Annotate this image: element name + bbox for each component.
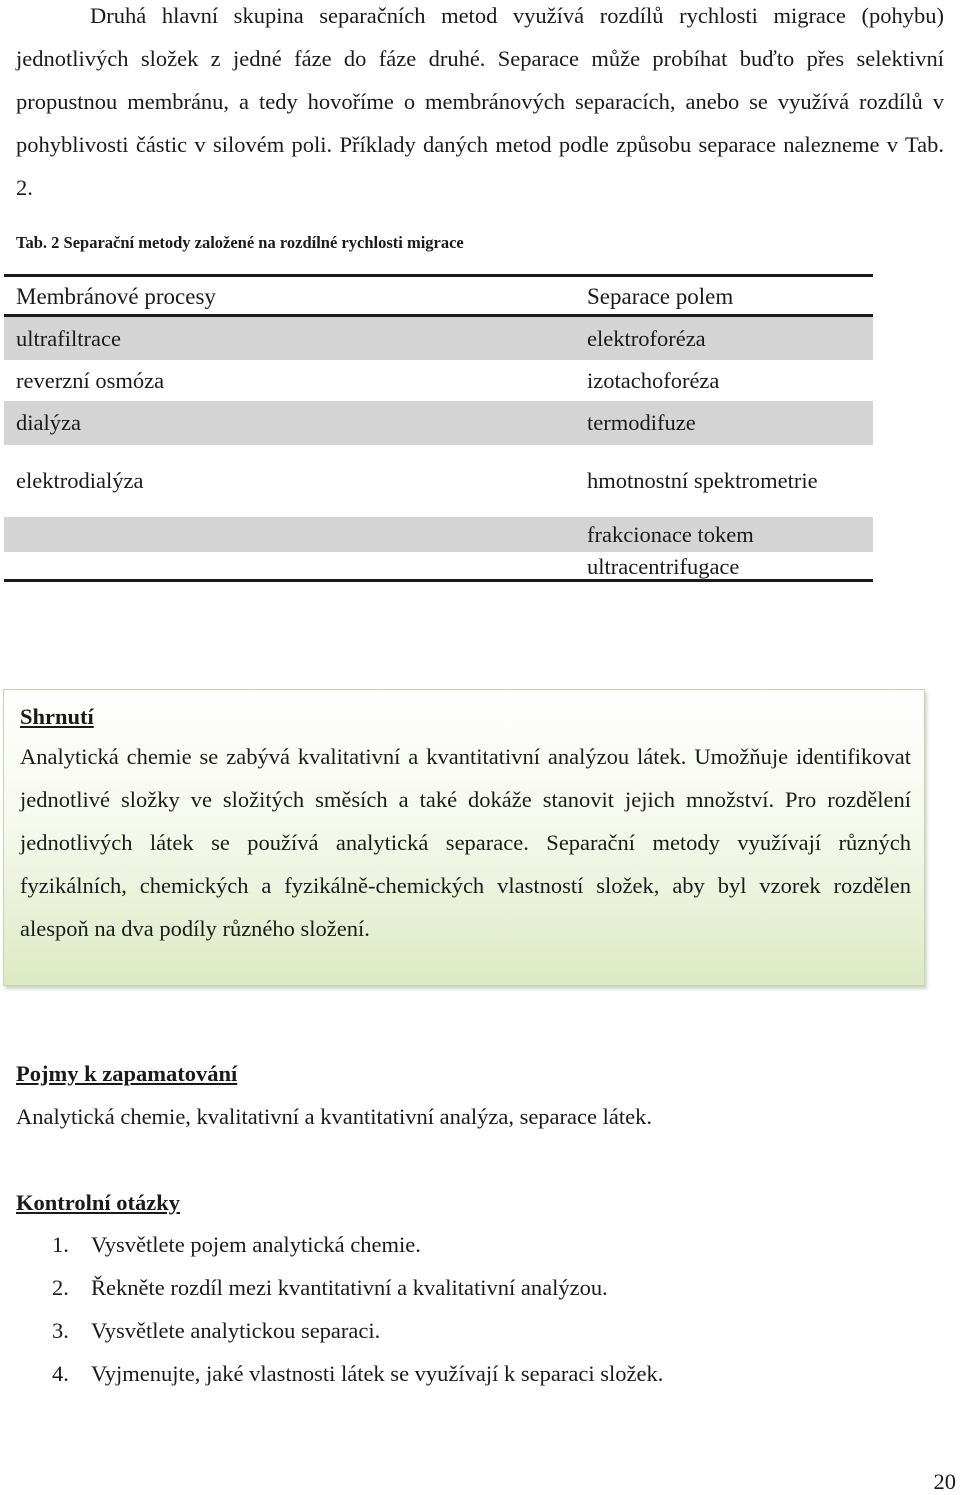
list-item-number: 2. xyxy=(52,1275,69,1300)
summary-box xyxy=(3,689,925,986)
list-item-text: Vyjmenujte, jaké vlastnosti látek se využívají k separaci složek. xyxy=(91,1361,664,1386)
list-item-number: 1. xyxy=(52,1232,69,1257)
table-cell: hmotnostní spektrometrie xyxy=(587,468,818,493)
list-item-number: 4. xyxy=(52,1361,69,1386)
list-item-text: Vysvětlete pojem analytická chemie. xyxy=(91,1232,421,1257)
table-cell: reverzní osmóza xyxy=(16,368,165,393)
terms-heading: Pojmy k zapamatování xyxy=(16,1061,238,1086)
table-cell: frakcionace tokem xyxy=(587,522,754,547)
table-cell: dialýza xyxy=(16,410,81,435)
header-field-separation: Separace polem xyxy=(587,284,734,309)
header-membrane-processes: Membránové procesy xyxy=(16,284,216,309)
terms-text: Analytická chemie, kvalitativní a kvantitativní analýza, separace látek. xyxy=(16,1104,652,1129)
shaded-row-band xyxy=(4,317,873,360)
table-cell: elektrodialýza xyxy=(16,468,144,493)
table-caption: Tab. 2 Separační metody založené na rozdílné rychlosti migrace xyxy=(16,233,464,252)
table-header-rule xyxy=(4,314,873,317)
table-cell: izotachoforéza xyxy=(587,368,720,393)
table-top-rule xyxy=(4,274,873,277)
list-item-text: Vysvětlete analytickou separaci. xyxy=(91,1318,381,1343)
shaded-row-band xyxy=(4,401,873,445)
table-cell: ultrafiltrace xyxy=(16,326,121,351)
list-item-text: Řekněte rozdíl mezi kvantitativní a kvalitativní analýzou. xyxy=(91,1275,608,1300)
list-item-number: 3. xyxy=(52,1318,69,1343)
page-number: 20 xyxy=(933,1469,956,1494)
table-cell: elektroforéza xyxy=(587,326,706,351)
table-cell: ultracentrifugace xyxy=(587,554,740,579)
table-cell: termodifuze xyxy=(587,410,696,435)
summary-title: Shrnutí xyxy=(20,704,94,729)
table-bottom-rule xyxy=(4,579,873,582)
summary-text: Analytická chemie se zabývá kvalitativní a kvantitativní analýzou látek. Umožňuje identifikovat jednotlivé složky ve složitých směsích a také dokáže stanovit jejich množství. Pro rozdělení jednotlivých látek se používá analytická separace. Separační metody využívají různých fyzikálních, chemických a fyzikálně-chemických vlastností složek, aby byl vzorek rozdělen alespoň na dva podíly různého složení. xyxy=(20,744,911,941)
questions-heading: Kontrolní otázky xyxy=(16,1190,180,1215)
intro-paragraph: Druhá hlavní skupina separačních metod využívá rozdílů rychlosti migrace (pohybu) jednotlivých složek z jedné fáze do fáze druhé. Separace může probíhat buďto přes selektivní propustnou membránu, a tedy hovoříme o membránových separacích, anebo se využívá rozdílů v pohyblivosti částic v silovém poli. Příklady daných metod podle způsobu separace nalezneme v Tab. 2. xyxy=(16,3,944,200)
